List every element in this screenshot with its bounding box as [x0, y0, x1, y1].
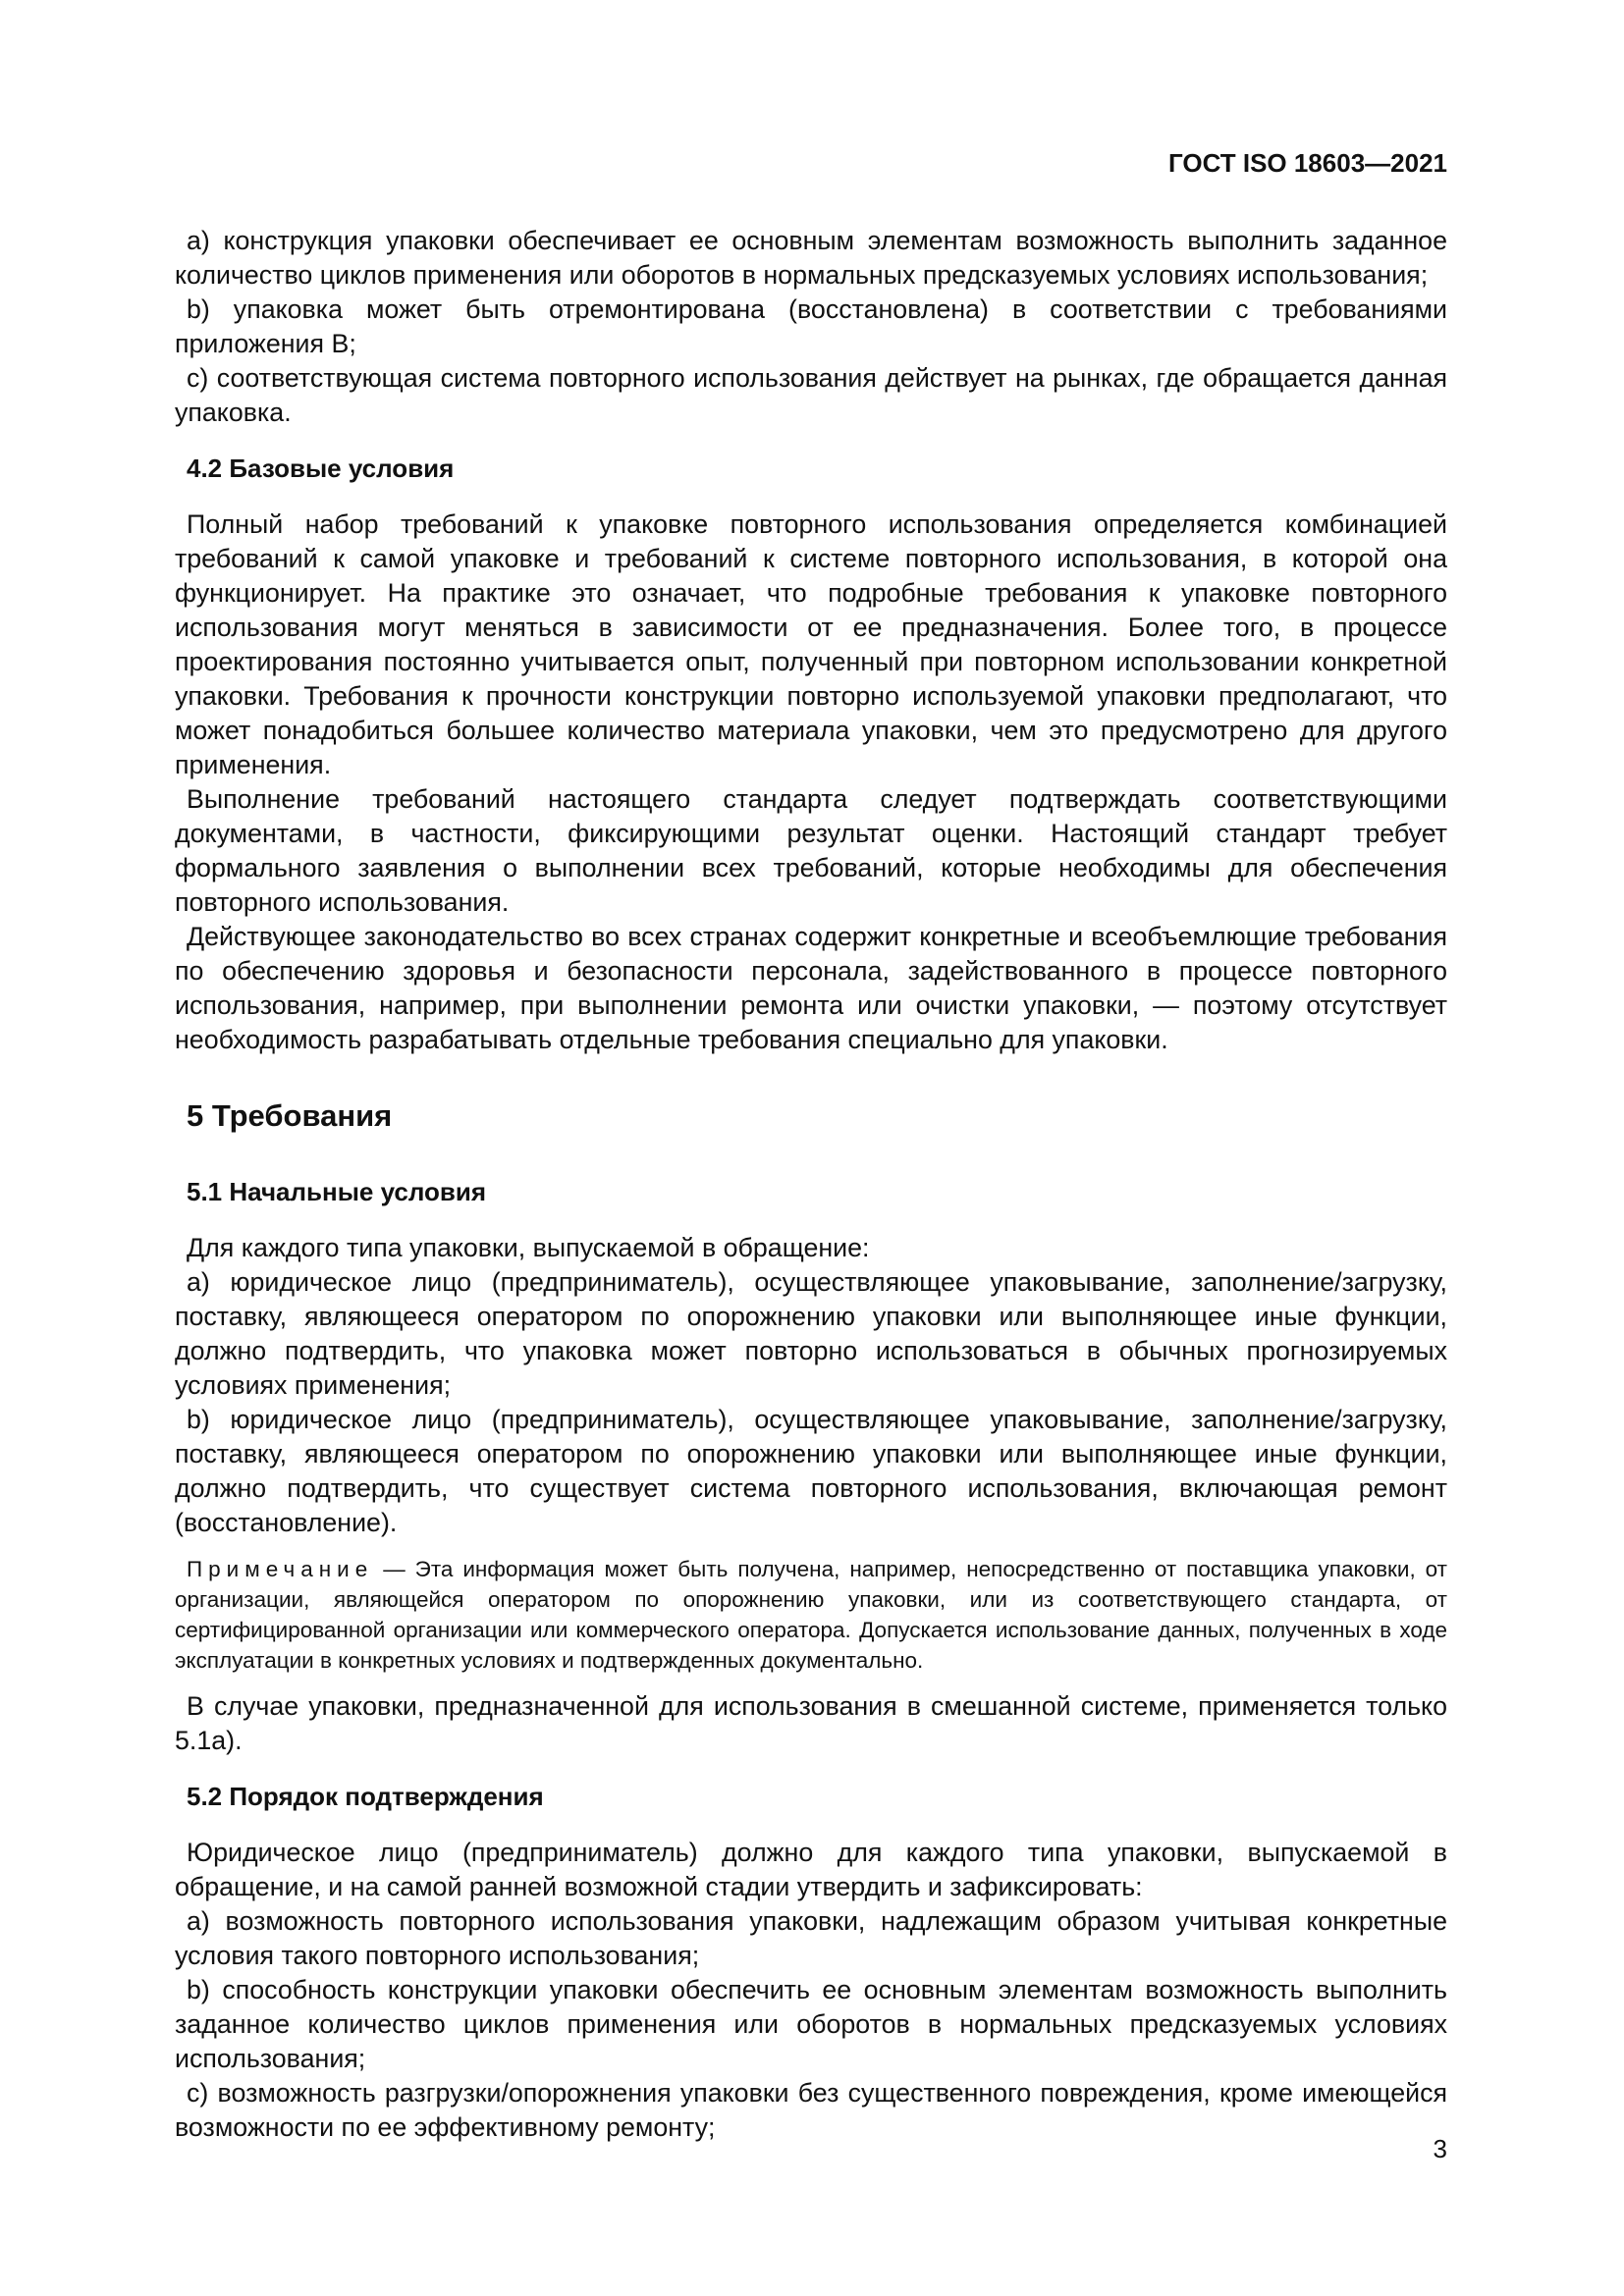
section-heading-5: 5 Требования	[187, 1098, 393, 1133]
note-label: Примечание	[187, 1557, 374, 1581]
section-heading-5-1: 5.1 Начальные условия	[187, 1177, 487, 1206]
document-header: ГОСТ ISO 18603—2021	[1167, 148, 1447, 178]
paragraph: Действующее законодательство во всех странах содержит конкретные и всеобъемлющие требования по обеспечению здоровья и безопасности персонала, задействованного в процессе повторного использования, например, при выполнении ремонта или очистки упаковки, — поэтому отсутствует необходимость разрабатывать отдельные требования специально для упаковки.	[175, 922, 1447, 1054]
section-heading-4-2: 4.2 Базовые условия	[187, 454, 455, 483]
list-item-5-2-b: b) способность конструкции упаковки обеспечить ее основным элементам возможность выполнить заданное количество циклов применения или оборотов в нормальных предсказуемых условиях использования;	[175, 1975, 1447, 2073]
list-item-5-1-b: b) юридическое лицо (предприниматель), осуществляющее упаковывание, заполнение/загрузку, поставку, являющееся оператором по опорожнению упаковки или выполняющее иные функции, должно подтвердить, что существует система повторного использования, включающая ремонт (восстановление).	[175, 1405, 1447, 1537]
intro-list-item-b: b) упаковка может быть отремонтирована (восстановлена) в соответствии с требованиями приложения В;	[175, 294, 1447, 358]
paragraph: Полный набор требований к упаковке повторного использования определяется комбинацией требований к самой упаковке и требований к системе повторного использования, в которой она функционирует. На практике это означает, что подробные требования к упаковке повторного использования могут меняться в зависимости от ее предназначения. Более того, в процессе проектирования постоянно учитывается опыт, полученный при повторном использовании конкретной упаковки. Требования к прочности конструкции повторно используемой упаковки предполагают, что может понадобиться большее количество материала упаковки, чем это предусмотрено для другого применения.	[175, 509, 1447, 779]
note-text: — Эта информация может быть получена, например, непосредственно от поставщика упаковки, от организации, являющейся оператором по опорожнению упаковки, или из соответствующего стандарта, от сертифицированной организации или коммерческого оператора. Допускается использование данных, полученных в ходе эксплуатации в конкретных условиях и подтвержденных документально.	[175, 1557, 1447, 1673]
paragraph: Для каждого типа упаковки, выпускаемой в обращение:	[187, 1233, 870, 1262]
list-item-5-2-c: c) возможность разгрузки/опорожнения упаковки без существенного повреждения, кроме имеющейся возможности по ее эффективному ремонту;	[175, 2078, 1447, 2142]
intro-list-item-a: a) конструкция упаковки обеспечивает ее основным элементам возможность выполнить заданное количество циклов применения или оборотов в нормальных предсказуемых условиях использования;	[175, 226, 1447, 290]
note	[175, 1554, 1447, 1676]
page-number: 3	[1433, 2134, 1447, 2163]
paragraph: Юридическое лицо (предприниматель) должно для каждого типа упаковки, выпускаемой в обращение, и на самой ранней возможной стадии утвердить и зафиксировать:	[175, 1838, 1447, 1901]
paragraph: В случае упаковки, предназначенной для использования в смешанной системе, применяется только 5.1а).	[175, 1691, 1447, 1755]
document-body	[175, 224, 1447, 2145]
list-item-5-1-a: a) юридическое лицо (предприниматель), осуществляющее упаковывание, заполнение/загрузку, поставку, являющееся оператором по опорожнению упаковки или выполняющее иные функции, должно подтвердить, что упаковка может повторно использоваться в обычных прогнозируемых условиях применения;	[175, 1267, 1447, 1400]
intro-list-item-c: c) соответствующая система повторного использования действует на рынках, где обращается данная упаковка.	[175, 363, 1447, 427]
list-item-5-2-a: a) возможность повторного использования упаковки, надлежащим образом учитывая конкретные условия такого повторного использования;	[175, 1906, 1447, 1970]
paragraph: Выполнение требований настоящего стандарта следует подтверждать соответствующими документами, в частности, фиксирующими результат оценки. Настоящий стандарт требует формального заявления о выполнении всех требований, которые необходимы для обеспечения повторного использования.	[175, 784, 1447, 917]
section-heading-5-2: 5.2 Порядок подтверждения	[187, 1782, 544, 1811]
